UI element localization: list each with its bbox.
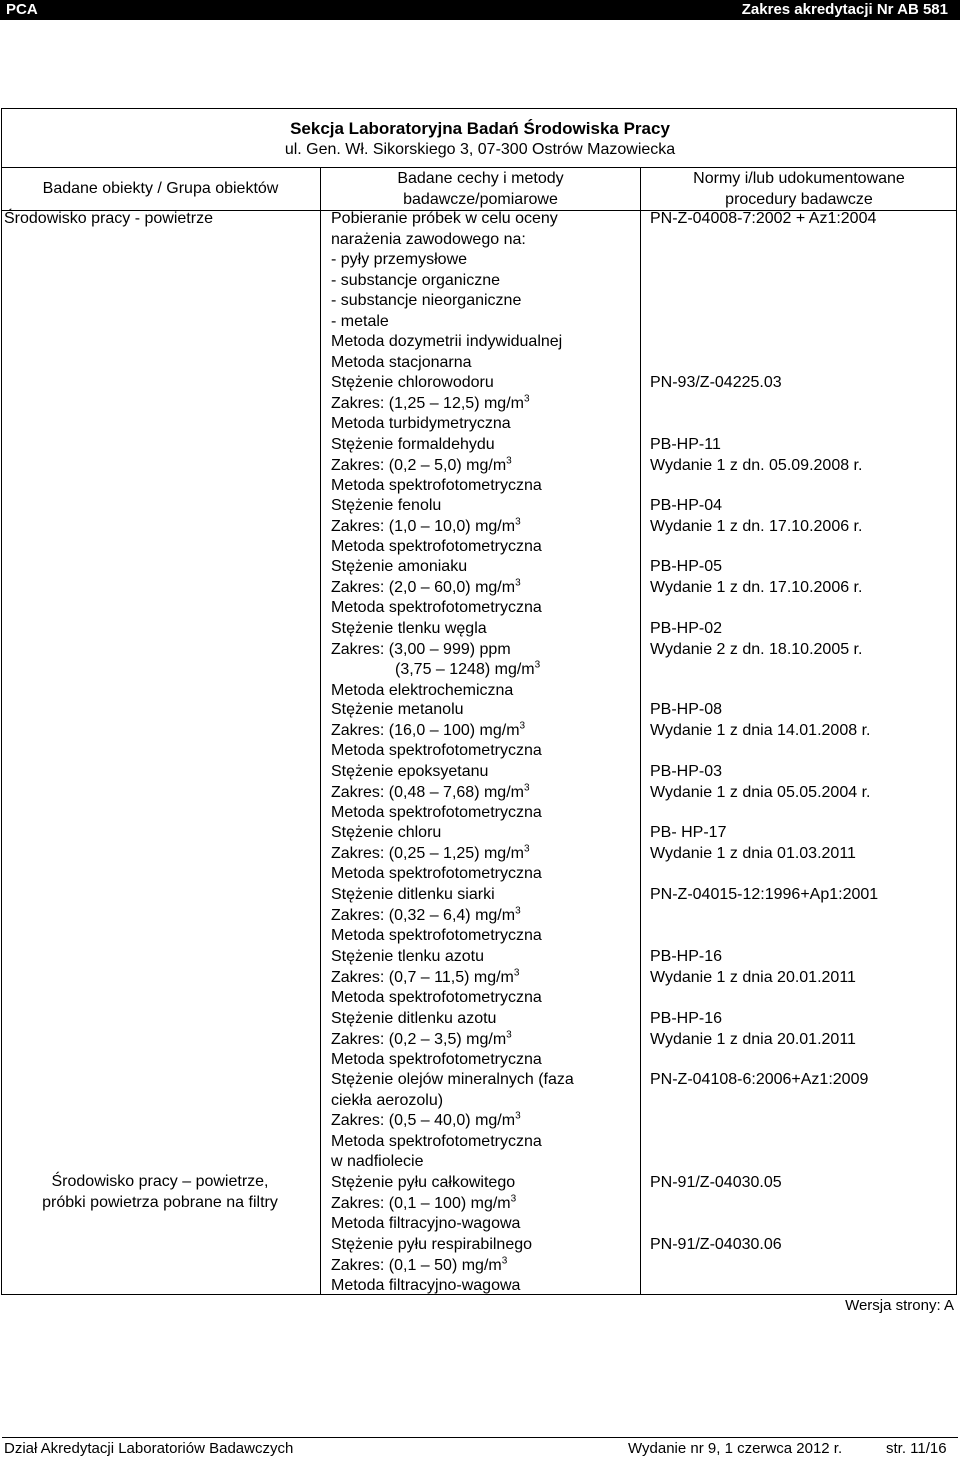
norm-cell: PN-91/Z-04030.05 bbox=[650, 1174, 782, 1191]
header-scope-number: Zakres akredytacji Nr AB 581 bbox=[741, 1, 948, 18]
norm-cell: PB-HP-11 Wydanie 1 z dn. 05.09.2008 r. bbox=[650, 436, 863, 474]
footer-page-number: str. 11/16 bbox=[886, 1440, 947, 1457]
object-group-1: Środowisko pracy - powietrze bbox=[4, 210, 213, 227]
column-divider-1 bbox=[320, 167, 321, 1295]
footer-department: Dział Akredytacji Laboratoriów Badawczych bbox=[4, 1440, 294, 1457]
table-row: Stężenie tlenku węgla Zakres: (3,00 – 999) ppm (3,75 – 1248) $mg/m^3$ Metoda elektrochemiczna bbox=[331, 620, 541, 699]
norm-cell: PB-HP-03 Wydanie 1 z dnia 05.05.2004 r. bbox=[650, 763, 871, 801]
object-group-2: Środowisko pracy – powietrze, próbki powietrza pobrane na filtry bbox=[42, 1173, 278, 1211]
page-footer bbox=[0, 1440, 960, 1459]
table-row: Stężenie metanolu Zakres: (16,0 – 100) $mg/m^3$ Metoda spektrofotometryczna bbox=[331, 701, 542, 759]
table-row: Stężenie formaldehydu Zakres: (0,2 – 5,0) $mg/m^3$ Metoda spektrofotometryczna bbox=[331, 436, 542, 494]
lab-address: ul. Gen. Wł. Sikorskiego 3, 07-300 Ostrów Mazowiecka bbox=[284, 141, 676, 158]
table-row: Stężenie tlenku azotu Zakres: (0,7 – 11,5) $mg/m^3$ Metoda spektrofotometryczna bbox=[331, 948, 542, 1006]
norm-cell: PB-HP-02 Wydanie 2 z dn. 18.10.2005 r. bbox=[650, 620, 863, 658]
norm-cell: PN-Z-04108-6:2006+Az1:2009 bbox=[650, 1071, 869, 1088]
column-divider-2 bbox=[640, 167, 641, 1295]
norm-cell: PB-HP-08 Wydanie 1 z dnia 14.01.2008 r. bbox=[650, 701, 871, 739]
table-row: Stężenie amoniaku Zakres: (2,0 – 60,0) $mg/m^3$ Metoda spektrofotometryczna bbox=[331, 558, 542, 616]
lab-name: Sekcja Laboratoryjna Badań Środowiska Pracy bbox=[290, 119, 670, 138]
footer-divider bbox=[2, 1437, 958, 1438]
table-row: Stężenie fenolu Zakres: (1,0 – 10,0) $mg/m^3$ Metoda spektrofotometryczna bbox=[331, 497, 542, 555]
norm-cell: PB-HP-05 Wydanie 1 z dn. 17.10.2006 r. bbox=[650, 558, 863, 596]
table-row: Stężenie chlorowodoru Zakres: (1,25 – 12,5) $mg/m^3$ Metoda turbidymetryczna bbox=[331, 374, 530, 432]
page-header-bar bbox=[0, 0, 960, 20]
norm-cell: PB-HP-16 Wydanie 1 z dnia 20.01.2011 bbox=[650, 948, 856, 986]
page-version: Wersja strony: A bbox=[845, 1297, 954, 1314]
table-row: Stężenie ditlenku azotu Zakres: (0,2 – 3,5) $mg/m^3$ Metoda spektrofotometryczna bbox=[331, 1010, 542, 1068]
table-row: Stężenie chloru Zakres: (0,25 – 1,25) $mg/m^3$ Metoda spektrofotometryczna bbox=[331, 824, 542, 882]
col1-header: Badane obiekty / Grupa obiektów bbox=[42, 180, 279, 197]
table-row: Stężenie olejów mineralnych (faza ciekła aerozolu) Zakres: (0,5 – 40,0) $mg/m^3$ Metoda spektrofotometryczna w nadfiolecie bbox=[331, 1071, 574, 1170]
table-row: Pobieranie próbek w celu oceny narażenia zawodowego na: - pyły przemysłowe - substancje organiczne - substancje nieorganiczne - metale Metoda dozymetrii indywidualnej Metoda stacjonarna bbox=[331, 210, 563, 371]
col3-header: Normy i/lub udokumentowane procedury badawcze bbox=[693, 170, 905, 208]
section-title bbox=[0, 118, 960, 160]
table-row: Stężenie pyłu całkowitego Zakres: (0,1 – 100) $mg/m^3$ Metoda filtracyjno-wagowa bbox=[331, 1174, 521, 1232]
norm-cell: PB-HP-16 Wydanie 1 z dnia 20.01.2011 bbox=[650, 1010, 856, 1048]
header-org: PCA bbox=[6, 1, 38, 18]
norm-cell: PB- HP-17 Wydanie 1 z dnia 01.03.2011 bbox=[650, 824, 856, 862]
footer-edition: Wydanie nr 9, 1 czerwca 2012 r. bbox=[628, 1440, 843, 1457]
col2-header: Badane cechy i metody badawcze/pomiarowe bbox=[397, 170, 564, 208]
norm-cell: PN-93/Z-04225.03 bbox=[650, 374, 782, 391]
norm-cell: PN-Z-04008-7:2002 + Az1:2004 bbox=[650, 210, 877, 227]
norm-cell: PN-Z-04015-12:1996+Ap1:2001 bbox=[650, 886, 879, 903]
table-row: Stężenie pyłu respirabilnego Zakres: (0,1 – 50) $mg/m^3$ Metoda filtracyjno-wagowa bbox=[331, 1236, 533, 1294]
norm-cell: PB-HP-04 Wydanie 1 z dn. 17.10.2006 r. bbox=[650, 497, 863, 535]
table-row: Stężenie epoksyetanu Zakres: (0,48 – 7,68) $mg/m^3$ Metoda spektrofotometryczna bbox=[331, 763, 542, 821]
table-row: Stężenie ditlenku siarki Zakres: (0,32 – 6,4) $mg/m^3$ Metoda spektrofotometryczna bbox=[331, 886, 542, 944]
norm-cell: PN-91/Z-04030.06 bbox=[650, 1236, 782, 1253]
